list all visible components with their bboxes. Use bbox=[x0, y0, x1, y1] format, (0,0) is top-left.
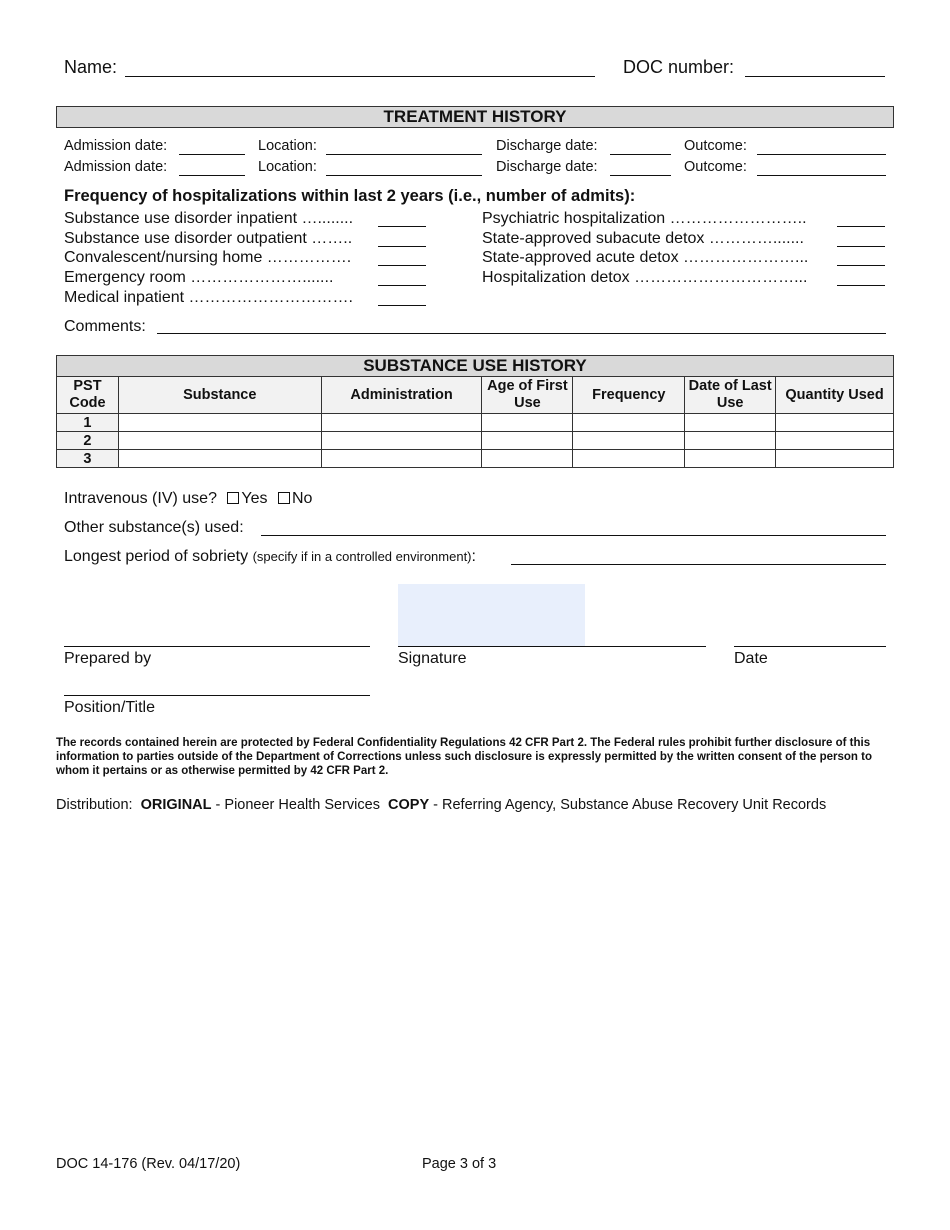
outcome-field-1[interactable] bbox=[757, 154, 886, 155]
date-label: Date bbox=[734, 650, 768, 667]
cell-substance[interactable] bbox=[118, 450, 321, 468]
iv-use-label: Intravenous (IV) use? bbox=[64, 490, 217, 507]
substance-table bbox=[56, 376, 894, 468]
col-frequency: Frequency bbox=[573, 377, 685, 414]
col-substance: Substance bbox=[118, 377, 321, 414]
freq-item-psychiatric: Psychiatric hospitalization …………………….. bbox=[482, 210, 807, 227]
iv-no-label: No bbox=[291, 490, 313, 507]
cell-age-first-use[interactable] bbox=[482, 450, 573, 468]
iv-no-checkbox[interactable] bbox=[278, 492, 290, 504]
comments-label: Comments: bbox=[64, 318, 146, 335]
sobriety-note: (specify if in a controlled environment) bbox=[252, 549, 472, 564]
cell-quantity-used[interactable] bbox=[776, 432, 894, 450]
row-code: 2 bbox=[57, 432, 119, 450]
table-row bbox=[57, 432, 894, 450]
location-label: Location: bbox=[258, 138, 317, 154]
signature-label: Signature bbox=[398, 650, 467, 667]
discharge-date-field-1[interactable] bbox=[610, 154, 671, 155]
freq-field-sud-inpatient[interactable] bbox=[378, 226, 426, 227]
discharge-date-label: Discharge date: bbox=[496, 159, 598, 175]
other-substances-field[interactable] bbox=[261, 535, 886, 536]
original-text: - Pioneer Health Services bbox=[215, 797, 380, 813]
iv-use-question bbox=[64, 490, 312, 508]
outcome-label: Outcome: bbox=[684, 138, 747, 154]
freq-field-hospitalization-detox[interactable] bbox=[837, 285, 885, 286]
sobriety-label: Longest period of sobriety bbox=[64, 548, 249, 565]
freq-item-sud-outpatient: Substance use disorder outpatient …….. bbox=[64, 230, 353, 247]
frequency-heading: Frequency of hospitalizations within last 2 years (i.e., number of admits): bbox=[64, 187, 636, 205]
date-field[interactable] bbox=[734, 646, 886, 647]
page-number: Page 3 of 3 bbox=[422, 1156, 497, 1172]
cell-administration[interactable] bbox=[321, 450, 482, 468]
outcome-label: Outcome: bbox=[684, 159, 747, 175]
original-label: ORIGINAL bbox=[140, 797, 212, 813]
distribution-line bbox=[56, 797, 826, 813]
admission-date-label: Admission date: bbox=[64, 159, 168, 175]
cell-substance[interactable] bbox=[118, 414, 321, 432]
admission-date-field-2[interactable] bbox=[179, 175, 245, 176]
copy-label: COPY bbox=[388, 797, 430, 813]
freq-field-convalescent[interactable] bbox=[378, 265, 426, 266]
cell-date-last-use[interactable] bbox=[685, 450, 776, 468]
signature-line bbox=[398, 646, 706, 647]
cell-frequency[interactable] bbox=[573, 432, 685, 450]
col-administration: Administration bbox=[321, 377, 482, 414]
name-field[interactable] bbox=[125, 76, 595, 77]
cell-substance[interactable] bbox=[118, 432, 321, 450]
position-title-label: Position/Title bbox=[64, 699, 155, 716]
cell-age-first-use[interactable] bbox=[482, 414, 573, 432]
freq-item-sud-inpatient: Substance use disorder inpatient …........ bbox=[64, 210, 354, 227]
cell-date-last-use[interactable] bbox=[685, 414, 776, 432]
name-label: Name: bbox=[64, 57, 118, 77]
col-age-first-use: Age of First Use bbox=[482, 377, 573, 414]
col-quantity-used: Quantity Used bbox=[776, 377, 894, 414]
table-header-row bbox=[57, 377, 894, 414]
prepared-by-field[interactable] bbox=[64, 646, 370, 647]
freq-field-acute-detox[interactable] bbox=[837, 265, 885, 266]
freq-field-medical-inpatient[interactable] bbox=[378, 305, 426, 306]
sobriety-question bbox=[64, 548, 476, 566]
freq-field-emergency-room[interactable] bbox=[378, 285, 426, 286]
admission-date-field-1[interactable] bbox=[179, 154, 245, 155]
admission-date-label: Admission date: bbox=[64, 138, 168, 154]
substance-history-title: SUBSTANCE USE HISTORY bbox=[56, 355, 894, 377]
freq-field-psychiatric[interactable] bbox=[837, 226, 885, 227]
position-title-field[interactable] bbox=[64, 695, 370, 696]
signature-input-area[interactable] bbox=[398, 584, 585, 646]
form-id: DOC 14-176 (Rev. 04/17/20) bbox=[56, 1156, 241, 1172]
doc-number-field[interactable] bbox=[745, 76, 885, 77]
row-code: 1 bbox=[57, 414, 119, 432]
discharge-date-field-2[interactable] bbox=[610, 175, 671, 176]
row-code: 3 bbox=[57, 450, 119, 468]
cell-quantity-used[interactable] bbox=[776, 450, 894, 468]
freq-item-medical-inpatient: Medical inpatient …………………………. bbox=[64, 289, 353, 306]
freq-field-sud-outpatient[interactable] bbox=[378, 246, 426, 247]
cell-frequency[interactable] bbox=[573, 414, 685, 432]
cell-frequency[interactable] bbox=[573, 450, 685, 468]
table-row bbox=[57, 450, 894, 468]
cell-age-first-use[interactable] bbox=[482, 432, 573, 450]
location-field-2[interactable] bbox=[326, 175, 482, 176]
cell-administration[interactable] bbox=[321, 432, 482, 450]
doc-number-label: DOC number: bbox=[623, 57, 735, 77]
freq-item-subacute-detox: State-approved subacute detox …………....... bbox=[482, 230, 804, 247]
iv-yes-label: Yes bbox=[241, 490, 268, 507]
freq-item-hospitalization-detox: Hospitalization detox …………………………... bbox=[482, 269, 808, 286]
discharge-date-label: Discharge date: bbox=[496, 138, 598, 154]
distribution-label: Distribution: bbox=[56, 797, 133, 813]
location-field-1[interactable] bbox=[326, 154, 482, 155]
freq-field-subacute-detox[interactable] bbox=[837, 246, 885, 247]
treatment-history-title: TREATMENT HISTORY bbox=[56, 106, 894, 128]
sobriety-field[interactable] bbox=[511, 564, 886, 565]
outcome-field-2[interactable] bbox=[757, 175, 886, 176]
freq-item-acute-detox: State-approved acute detox …………………... bbox=[482, 249, 809, 266]
prepared-by-label: Prepared by bbox=[64, 650, 152, 667]
cell-administration[interactable] bbox=[321, 414, 482, 432]
freq-item-convalescent: Convalescent/nursing home ……………. bbox=[64, 249, 352, 266]
cell-quantity-used[interactable] bbox=[776, 414, 894, 432]
confidentiality-notice: The records contained herein are protected by Federal Confidentiality Regulations 42 CFR Part 2. The Federal rules prohibit further disclosure of this information to parties outside of the Department of Corrections unless such disclosure is expressly permitted by the written consent of the person to whom it pertains or as otherwise permitted by 42 CFR Part 2. bbox=[56, 737, 873, 777]
col-date-last-use: Date of Last Use bbox=[685, 377, 776, 414]
cell-date-last-use[interactable] bbox=[685, 432, 776, 450]
location-label: Location: bbox=[258, 159, 317, 175]
other-substances-label: Other substance(s) used: bbox=[64, 519, 244, 536]
comments-field[interactable] bbox=[157, 333, 886, 334]
col-pst-code: PST Code bbox=[57, 377, 119, 414]
table-row bbox=[57, 414, 894, 432]
iv-yes-checkbox[interactable] bbox=[227, 492, 239, 504]
copy-text: - Referring Agency, Substance Abuse Recovery Unit Records bbox=[433, 797, 827, 813]
freq-item-emergency-room: Emergency room …………………....... bbox=[64, 269, 334, 286]
sobriety-colon: : bbox=[471, 548, 476, 565]
